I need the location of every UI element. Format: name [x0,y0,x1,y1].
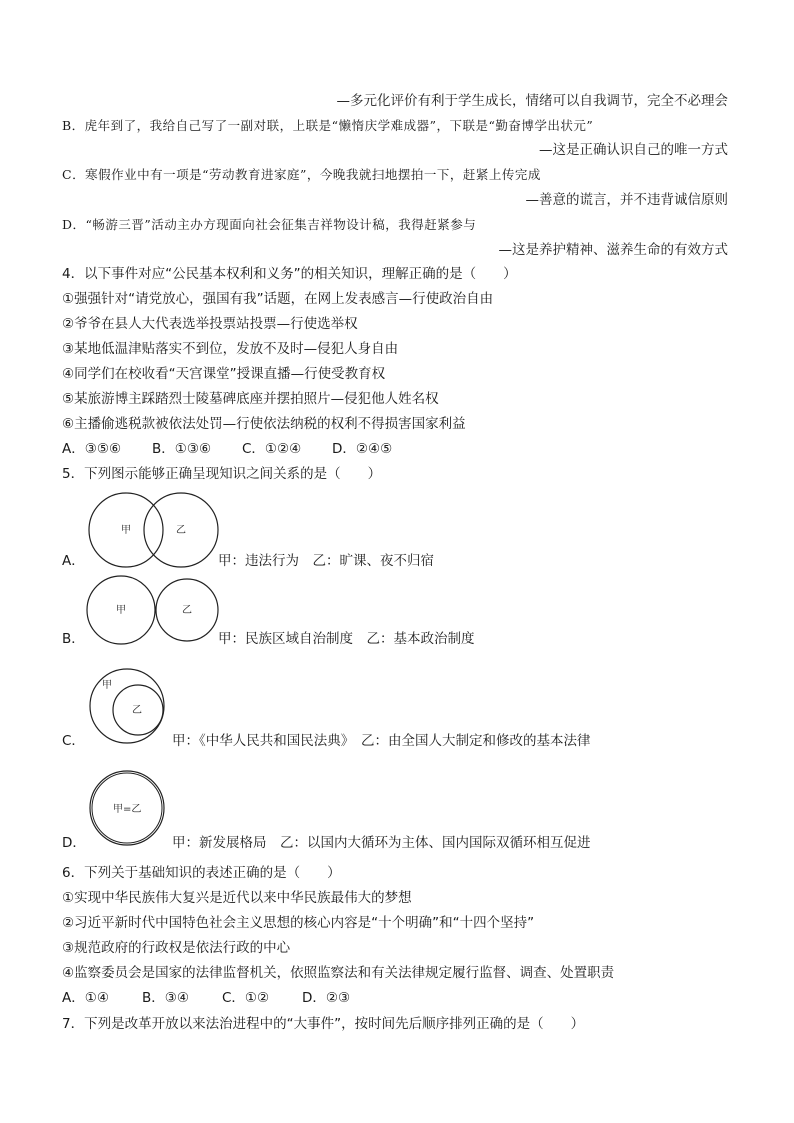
q5-b-separate-diagram [86,573,226,651]
q3-option-a-comment: —多元化评价有利于学生成长，情绪可以自我调节，完全不必理会 [336,93,728,109]
q6-option-d[interactable]: D．②③ [302,990,351,1006]
q4-item-3: ③某地低温津贴落实不到位，发放不及时—侵犯人身自由 [62,341,399,357]
q6-option-b[interactable]: B．③④ [142,990,189,1006]
q4-option-a[interactable]: A．③⑤⑥ [62,441,122,457]
q5-d-circle-label: 甲=乙 [113,804,142,815]
q5-option-d-text: 甲：新发展格局 乙：以国内大循环为主体、国内国际双循环相互促进 [172,835,591,851]
q5-c-circle-jia-label: 甲 [102,680,112,691]
q5-option-d-label[interactable]: D． [62,835,86,851]
q4-item-4: ④同学们在校收看“天宫课堂”授课直播—行使受教育权 [62,366,386,382]
q6-item-3: ③规范政府的行政权是依法行政的中心 [62,940,291,956]
q5-b-circle-yi-label: 乙 [182,605,192,616]
q5-option-c-text: 甲：《中华人民共和国民法典》 乙：由全国人大制定和修改的基本法律 [172,733,591,749]
q5-option-c-label[interactable]: C． [62,733,85,749]
q4-option-c[interactable]: C．①②④ [242,441,302,457]
q3-option-c-comment: —善意的谎言，并不违背诚信原则 [525,192,728,208]
q5-d-equal-diagram [88,768,172,850]
q5-a-circle-yi-label: 乙 [176,525,186,536]
q4-item-6: ⑥主播偷逃税款被依法处罚—行使依法纳税的权利不得损害国家利益 [62,416,466,432]
q6-option-a[interactable]: A．①④ [62,990,109,1006]
q6-option-c[interactable]: C．①② [222,990,270,1006]
q5-option-a-text: 甲：违法行为 乙：旷课、夜不归宿 [218,553,434,569]
q5-c-circle-yi-label: 乙 [132,705,142,716]
q4-item-5: ⑤某旅游博主踩踏烈士陵墓碑底座并摆拍照片—侵犯他人姓名权 [62,391,439,407]
q5-option-a-label[interactable]: A． [62,553,85,569]
q5-a-circle-jia-label: 甲 [121,525,131,536]
q6-options [62,989,350,1007]
q5-option-b-label[interactable]: B． [62,631,85,647]
q6-item-4: ④监察委员会是国家的法律监督机关，依照监察法和有关法律规定履行监督、调查、处置职责 [62,965,615,981]
q4-stem: 4．以下事件对应“公民基本权利和义务”的相关知识，理解正确的是（ ） [62,266,517,282]
q4-option-d[interactable]: D．②④⑤ [332,441,393,457]
q5-b-circle-jia-label: 甲 [116,605,126,616]
q7-stem: 7．下列是改革开放以来法治进程中的“大事件”，按时间先后顺序排列正确的是（ ） [62,1016,585,1032]
q3-option-c: C．寒假作业中有一项是“劳动教育进家庭”，今晚我就扫地摆拍一下，赶紧上传完成 [62,167,541,182]
q5-c-nested-diagram [88,668,172,748]
q5-a-overlap-diagram [86,492,216,572]
q4-item-2: ②爷爷在县人大代表选举投票站投票—行使选举权 [62,316,358,332]
q4-option-b[interactable]: B．①③⑥ [152,441,212,457]
q3-option-d: D．“畅游三晋”活动主办方现面向社会征集吉祥物设计稿，我得赶紧参与 [62,217,477,232]
q4-options [62,440,392,458]
q6-item-1: ①实现中华民族伟大复兴是近代以来中华民族最伟大的梦想 [62,890,412,906]
q6-item-2: ②习近平新时代中国特色社会主义思想的核心内容是“十个明确”和“十四个坚持” [62,915,535,931]
q6-stem: 6．下列关于基础知识的表述正确的是（ ） [62,865,341,881]
q4-item-1: ①强强针对“请党放心，强国有我”话题，在网上发表感言—行使政治自由 [62,291,494,307]
q5-stem: 5．下列图示能够正确呈现知识之间关系的是（ ） [62,466,382,482]
q3-option-b: B．虎年到了，我给自己写了一副对联，上联是“懒惰庆学难成器”，下联是“勤奋博学出状元” [62,118,594,133]
q3-option-b-comment: —这是正确认识自己的唯一方式 [539,142,728,158]
q5-option-b-text: 甲：民族区域自治制度 乙：基本政治制度 [218,631,475,647]
q3-option-d-comment: —这是养护精神、滋养生命的有效方式 [498,242,728,258]
